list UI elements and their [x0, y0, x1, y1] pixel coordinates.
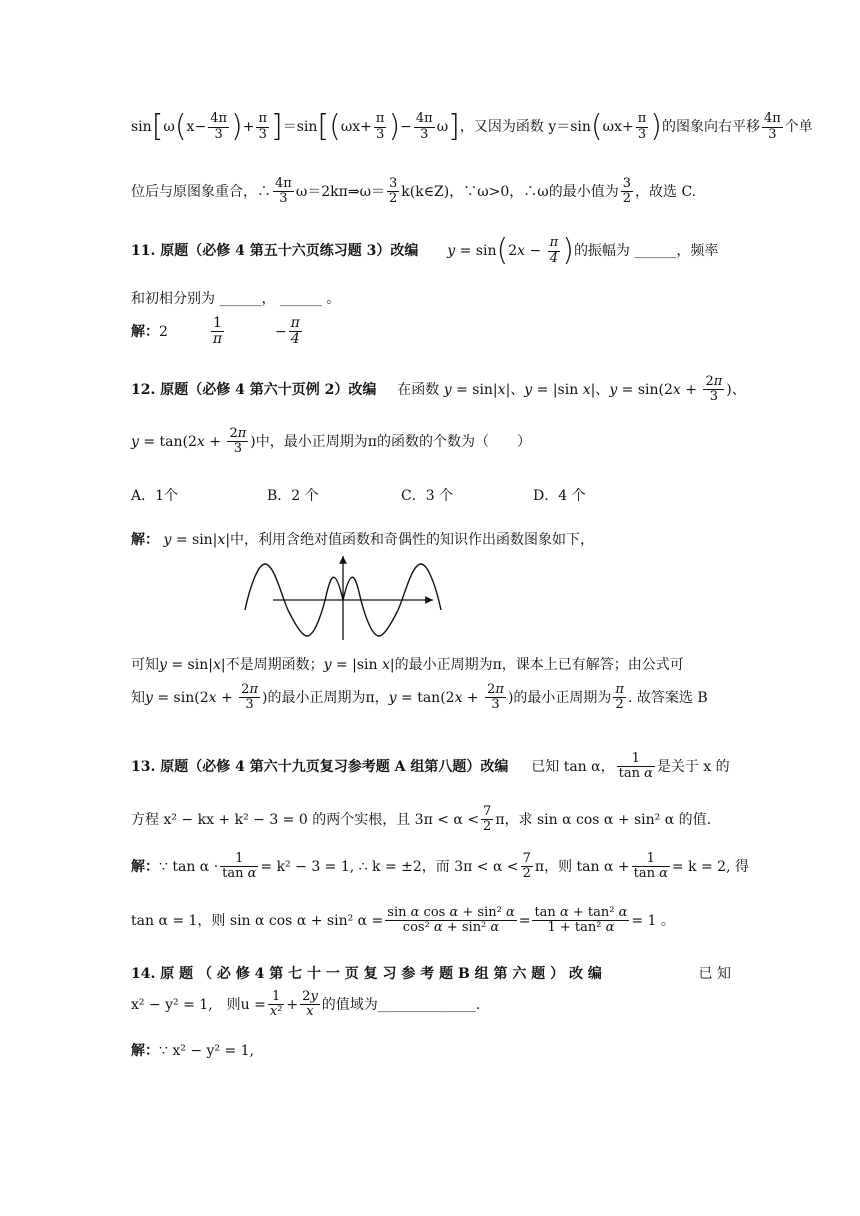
- q12-solution-line: 解： y = sin|x|中，利用含绝对值函数和奇偶性的知识作出函数图象如下，: [131, 532, 595, 548]
- q11-heading-line: 11. 原题（必修 4 第五十六页练习题 3）改编 y = sin(2x − $\frac{\pi}{4}$ )的振幅为 ______，频率: [131, 233, 719, 268]
- q12-heading-line: 12. 原题（必修 4 第六十页例 2）改编 在函数 y = sin|x|、y = |sin x|、y = sin(2x + $\frac{2\pi}{3}$ )、: [131, 374, 746, 405]
- q11-line2: 和初相分别为 ______， ______ 。: [131, 291, 341, 307]
- q12-line2: y = tan(2x + $\frac{2\pi}{3}$ )中，最小正周期为π的函数的个数为（ ）: [131, 426, 531, 457]
- q14-heading-line: 14. 原 题 （ 必 修 4 第 七 十 一 页 复 习 参 考 题 B 组 第 六 题 ） 改 编 已 知: [131, 966, 731, 982]
- q13-heading-line: 13. 原题（必修 4 第六十九页复习参考题 A 组第八题）改编 已知 tan α， $\frac{1}{\text{tan α}}$ 是关于 x 的: [131, 751, 730, 782]
- q12-option-d[interactable]: D．4 个: [533, 488, 586, 504]
- q11-solution: 解：2 $\frac{1}{\pi}$ − $\frac{\pi}{4}$: [131, 315, 300, 348]
- q14-line2: x² − y² = 1, 则u = $\frac{1}{\text{x²}}$ + $\frac{2y}{x}$ 的值域为______________.: [131, 989, 481, 1020]
- q14-title: 14. 原 题 （ 必 修 4 第 七 十 一 页 复 习 参 考 题 B 组 第 六 题 ） 改 编: [131, 966, 602, 982]
- q12-option-a[interactable]: A．1个: [131, 488, 179, 504]
- sin-abs-x-graph: [243, 552, 443, 642]
- q13-line2: 方程 x² − kx + k² − 3 = 0 的两个实根，且 3π < α < $\frac{7}{2}$ π，求 sin α cos α + sin² α 的值.: [131, 804, 712, 835]
- q13-solution-line1: 解：∵ tan α · $\frac{1}{\text{tan α}}$ = k² − 3 = 1, ∴ k = ±2，而 3π < α < $\frac{7}{2}$ π，则 tan α + $\frac{1}{\text{tan α}}$ = k = 2, 得: [131, 851, 749, 882]
- q13-solution-line2: tan α = 1，则 sin α cos α + sin² α = $\frac{\text{sin α cos α + sin² α}}{\text{cos² α + sin² α}}$ = $\frac{\text{tan α + tan² α}}{\text{1 + tan² α}}$ = 1 。: [131, 905, 675, 936]
- p10-line1-tail2: 的图象向右平移: [661, 119, 760, 135]
- p10-line1-tail: ，又因为函数 y＝sin: [459, 119, 591, 135]
- p10-line2: 位后与原图象重合，∴ $\frac{4\pi}{3}$ ω＝2kπ⇒ω＝ $\frac{3}{2}$ k(k∈Z)，∵ω>0，∴ω的最小值为 $\frac{3}{2}$ ，故选 C.: [131, 176, 697, 207]
- q12-after2: 知y = sin(2x + $\frac{2\pi}{3}$ )的最小正周期为π，y = tan(2x + $\frac{2\pi}{3}$ )的最小正周期为 $\frac{\pi}{2}$ . 故答案选 B: [131, 682, 708, 713]
- q13-title: 13. 原题（必修 4 第六十九页复习参考题 A 组第八题）改编: [131, 758, 509, 775]
- q12-title: 12. 原题（必修 4 第六十页例 2）改编: [131, 381, 377, 398]
- p10-line1: sin[ω(x− $\frac{4\pi}{3}$ )+ $\frac{\pi}{3}$ ]＝sin[(ωx+ $\frac{\pi}{3}$ )− $\frac{4\pi}{3}$ ω]，又因为函数 y＝sin(ωx+ $\frac{\pi}{3}$ )的图象向右平移 $\frac{4\pi}{3}$ 个单: [131, 109, 813, 144]
- p10-line1-end: 个单: [784, 119, 813, 135]
- q11-title: 11. 原题（必修 4 第五十六页练习题 3）改编: [131, 243, 419, 259]
- q14-solution: 解：∵ x² − y² = 1,: [131, 1043, 255, 1059]
- q12-option-c[interactable]: C．3 个: [401, 488, 454, 504]
- q12-after1: 可知y = sin|x|不是周期函数；y = |sin x|的最小正周期为π，课本上已有解答；由公式可: [131, 657, 684, 673]
- q12-option-b[interactable]: B．2 个: [267, 488, 319, 504]
